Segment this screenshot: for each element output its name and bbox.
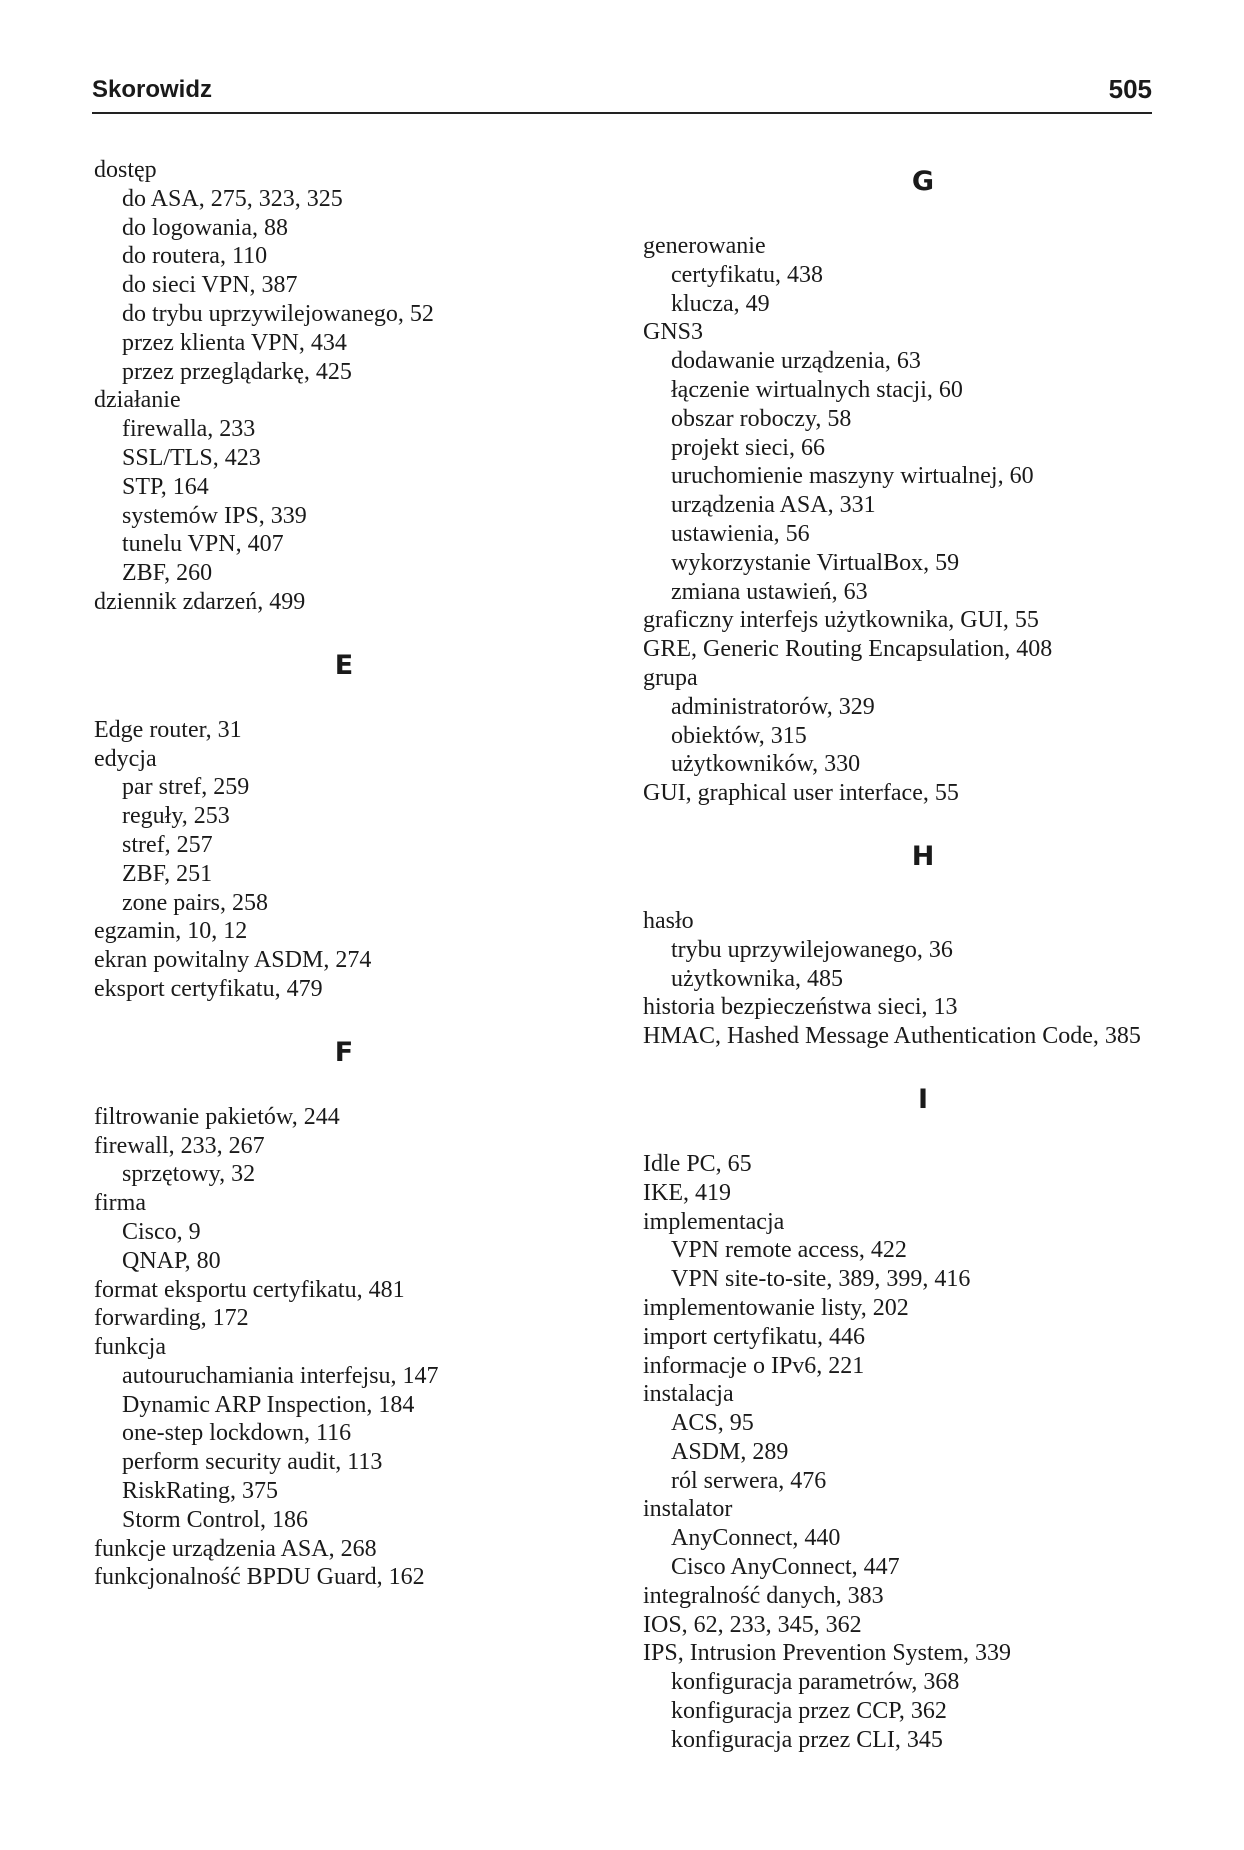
index-subentry: do logowania, 88 bbox=[122, 214, 288, 241]
index-entry: działanie bbox=[94, 387, 181, 414]
index-column-left bbox=[94, 156, 594, 1592]
index-entry: GNS3 bbox=[643, 319, 704, 346]
index-subentry: tunelu VPN, 407 bbox=[122, 531, 284, 558]
index-entry: instalator bbox=[643, 1496, 733, 1523]
index-subentry: projekt sieci, 66 bbox=[671, 434, 825, 461]
index-entry: integralność danych, 383 bbox=[643, 1582, 884, 1609]
index-subentry: autouruchamiania interfejsu, 147 bbox=[122, 1362, 439, 1389]
index-entry: funkcja bbox=[94, 1334, 166, 1361]
index-subentry: VPN remote access, 422 bbox=[671, 1237, 907, 1264]
index-entry: filtrowanie pakietów, 244 bbox=[94, 1103, 340, 1130]
index-subentry: Cisco, 9 bbox=[122, 1218, 201, 1245]
index-entry: firewall, 233, 267 bbox=[94, 1132, 265, 1159]
index-entry: funkcjonalność BPDU Guard, 162 bbox=[94, 1564, 425, 1591]
index-subentry: par stref, 259 bbox=[122, 774, 250, 801]
running-header-title: Skorowidz bbox=[92, 76, 213, 103]
index-entry: firma bbox=[94, 1190, 146, 1217]
index-column-right bbox=[643, 156, 1203, 1755]
index-entry: ekran powitalny ASDM, 274 bbox=[94, 947, 372, 974]
index-subentry: certyfikatu, 438 bbox=[671, 261, 823, 288]
index-entry: hasło bbox=[643, 907, 694, 934]
index-subentry: Cisco AnyConnect, 447 bbox=[671, 1554, 900, 1581]
index-entry: dostęp bbox=[94, 157, 157, 183]
index-subentry: do ASA, 275, 323, 325 bbox=[122, 185, 343, 212]
index-entry: import certyfikatu, 446 bbox=[643, 1323, 865, 1350]
index-subentry: STP, 164 bbox=[122, 473, 209, 500]
index-subentry: systemów IPS, 339 bbox=[122, 502, 307, 529]
index-subentry: one-step lockdown, 116 bbox=[122, 1420, 352, 1447]
running-header bbox=[92, 72, 1152, 114]
index-subentry: do trybu uprzywilejowanego, 52 bbox=[122, 300, 434, 327]
index-subentry: sprzętowy, 32 bbox=[122, 1161, 256, 1188]
index-subentry: Dynamic ARP Inspection, 184 bbox=[122, 1391, 415, 1418]
index-subentry: przez przeglądarkę, 425 bbox=[122, 358, 352, 385]
index-entry: IPS, Intrusion Prevention System, 339 bbox=[643, 1640, 1012, 1667]
index-entry: eksport certyfikatu, 479 bbox=[94, 975, 323, 1002]
index-entry: Idle PC, 65 bbox=[643, 1150, 752, 1177]
index-subentry: trybu uprzywilejowanego, 36 bbox=[671, 936, 953, 963]
index-entry: implementowanie listy, 202 bbox=[643, 1294, 909, 1321]
index-subentry: perform security audit, 113 bbox=[122, 1449, 383, 1476]
index-subentry: urządzenia ASA, 331 bbox=[671, 492, 876, 519]
index-entry: HMAC, Hashed Message Authentication Code, 385 bbox=[643, 1023, 1141, 1050]
index-entry: egzamin, 10, 12 bbox=[94, 918, 248, 945]
index-subentry: przez klienta VPN, 434 bbox=[122, 329, 347, 356]
index-subentry: łączenie wirtualnych stacji, 60 bbox=[671, 376, 963, 403]
index-subentry: VPN site-to-site, 389, 399, 416 bbox=[671, 1266, 971, 1293]
page-number: 505 bbox=[1108, 74, 1152, 104]
index-entry: historia bezpieczeństwa sieci, 13 bbox=[643, 994, 958, 1021]
index-subentry: użytkowników, 330 bbox=[671, 751, 861, 778]
index-subentry: konfiguracja przez CLI, 345 bbox=[671, 1726, 943, 1753]
index-entry: grupa bbox=[643, 664, 698, 691]
index-subentry: obszar roboczy, 58 bbox=[671, 405, 852, 432]
index-subentry: zmiana ustawień, 63 bbox=[671, 578, 868, 605]
index-subentry: Storm Control, 186 bbox=[122, 1506, 309, 1533]
index-entry: informacje o IPv6, 221 bbox=[643, 1352, 865, 1379]
index-entry: generowanie bbox=[643, 233, 766, 259]
index-subentry: klucza, 49 bbox=[671, 290, 770, 317]
index-entry: IOS, 62, 233, 345, 362 bbox=[643, 1611, 862, 1638]
index-subentry: ZBF, 251 bbox=[122, 860, 213, 887]
index-entry: Edge router, 31 bbox=[94, 716, 242, 743]
section-letter-h: H bbox=[911, 840, 935, 872]
index-subentry: ZBF, 260 bbox=[122, 560, 213, 587]
index-subentry: firewalla, 233 bbox=[122, 416, 256, 443]
index-subentry: konfiguracja przez CCP, 362 bbox=[671, 1698, 947, 1725]
index-subentry: ACS, 95 bbox=[671, 1410, 754, 1437]
index-subentry: wykorzystanie VirtualBox, 59 bbox=[671, 549, 960, 576]
index-subentry: administratorów, 329 bbox=[671, 693, 875, 720]
section-letter-i: I bbox=[917, 1083, 929, 1115]
section-letter-f: F bbox=[334, 1036, 354, 1068]
index-subentry: ustawienia, 56 bbox=[671, 520, 810, 547]
index-entry: forwarding, 172 bbox=[94, 1305, 249, 1332]
index-subentry: do sieci VPN, 387 bbox=[122, 272, 298, 299]
index-subentry: ASDM, 289 bbox=[671, 1438, 789, 1465]
index-subentry: obiektów, 315 bbox=[671, 722, 807, 749]
index-subentry: RiskRating, 375 bbox=[122, 1478, 279, 1505]
index-subentry: SSL/TLS, 423 bbox=[122, 444, 261, 471]
index-entry: dziennik zdarzeń, 499 bbox=[94, 588, 306, 615]
index-subentry: ról serwera, 476 bbox=[671, 1467, 827, 1494]
index-subentry: użytkownika, 485 bbox=[671, 965, 843, 992]
index-entry: edycja bbox=[94, 745, 157, 772]
index-entry: format eksportu certyfikatu, 481 bbox=[94, 1276, 405, 1303]
index-entry: graficzny interfejs użytkownika, GUI, 55 bbox=[643, 607, 1039, 634]
index-entry: funkcje urządzenia ASA, 268 bbox=[94, 1535, 377, 1562]
section-letter-g: G bbox=[911, 166, 935, 197]
index-entry: GUI, graphical user interface, 55 bbox=[643, 780, 959, 807]
index-subentry: dodawanie urządzenia, 63 bbox=[671, 348, 921, 375]
index-subentry: uruchomienie maszyny wirtualnej, 60 bbox=[671, 463, 1034, 490]
section-letter-e: E bbox=[334, 649, 354, 681]
index-entry: IKE, 419 bbox=[643, 1179, 731, 1206]
index-subentry: reguły, 253 bbox=[122, 803, 230, 830]
index-subentry: stref, 257 bbox=[122, 831, 213, 858]
index-entry: implementacja bbox=[643, 1208, 785, 1235]
index-subentry: konfiguracja parametrów, 368 bbox=[671, 1669, 960, 1696]
index-subentry: AnyConnect, 440 bbox=[671, 1525, 841, 1552]
index-subentry: QNAP, 80 bbox=[122, 1247, 221, 1274]
index-subentry: zone pairs, 258 bbox=[122, 889, 268, 916]
index-entry: instalacja bbox=[643, 1381, 734, 1408]
index-subentry: do routera, 110 bbox=[122, 243, 268, 270]
index-entry: GRE, Generic Routing Encapsulation, 408 bbox=[643, 636, 1053, 663]
